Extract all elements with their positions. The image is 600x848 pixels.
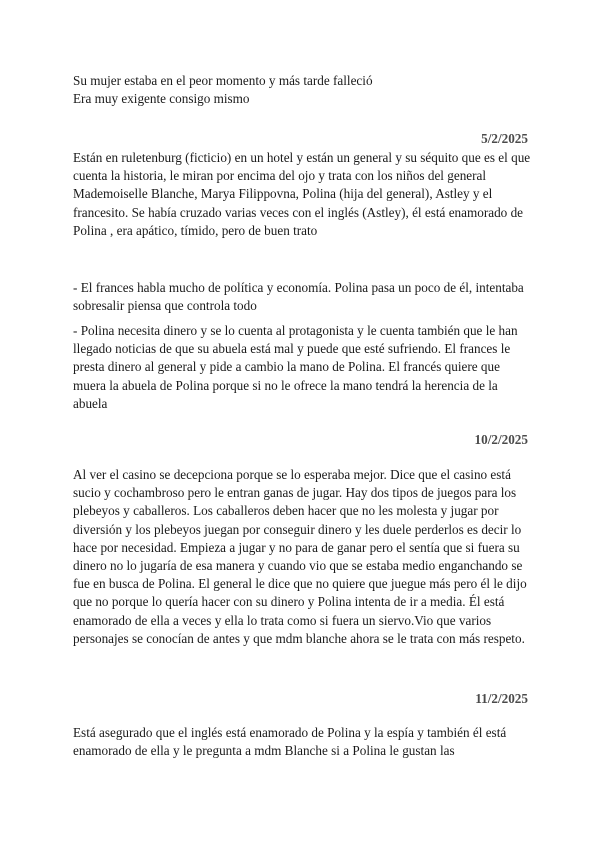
entry-body [73, 322, 533, 413]
entry-paragraph: Al ver el casino se decepciona porque se lo esperaba mejor. Dice que el casino está sucio y cochambroso pero le entran ganas de jugar. Hay dos tipos de juegos para los plebeyos y caballeros. Los caballeros deben hacer que no les molesta y jugar por diversión y los plebeyos juegan por conseguir dinero y les duele perderlos es decir lo hace por necesidad. Empieza a jugar y no para de ganar pero el sentía que si fuera su dinero no lo jugaría de esa manera y cuando vio que se estaba medio enganchando se fue en busca de Polina. El general le dice que no quiere que juegue más pero él le dijo que no porque lo quería hacer con su dinero y Polina intenta de ir a media. Él está enamorado de ella a veces y ella lo trata como si fuera un siervo.Vio que varios personajes se conocían de antes y que mdm blanche ahora se le trata con más respeto. [73, 467, 527, 646]
entry-body [73, 279, 533, 315]
entry-date: 10/2/2025 [474, 432, 528, 447]
intro-line: Su mujer estaba en el peor momento y más tarde falleció [73, 73, 373, 88]
entry-body [73, 466, 533, 648]
entry-date: 5/2/2025 [481, 131, 528, 146]
entry-date: 11/2/2025 [475, 691, 528, 706]
entry-paragraph: Están en ruletenburg (ficticio) en un hotel y están un general y su séquito que es el que cuenta la historia, le miran por encima del ojo y trata con los niños del general [73, 150, 531, 184]
entry-paragraph: - El frances habla mucho de política y economía. Polina pasa un poco de él, intentaba sobresalir piensa que controla todo [73, 280, 524, 314]
intro-line: Era muy exigente consigo mismo [73, 91, 250, 107]
entry-paragraph: Está asegurado que el inglés está enamorado de Polina y la espía y también él está enamorado de ella y le pregunta a mdm Blanche si a Polina le gustan las [73, 725, 507, 759]
entry-paragraph: Mademoiselle Blanche, Marya Filippovna, Polina (hija del general), Astley y el francesito. Se había cruzado varias veces con el inglés (Astley), él está enamorado de Polina , era apático, tímido, pero de buen trato [73, 186, 524, 238]
entry-body [73, 724, 533, 760]
entry-body [73, 149, 533, 240]
intro-block [73, 72, 533, 108]
entry-paragraph: - Polina necesita dinero y se lo cuenta al protagonista y le cuenta también que le han llegado noticias de que su abuela está mal y puede que esté sufriendo. El frances le presta dinero al general y pide a cambio la mano de Polina. El francés quiere que muera la abuela de Polina porque si no le ofrece la mano tendrá la herencia de la abuela [73, 323, 518, 411]
